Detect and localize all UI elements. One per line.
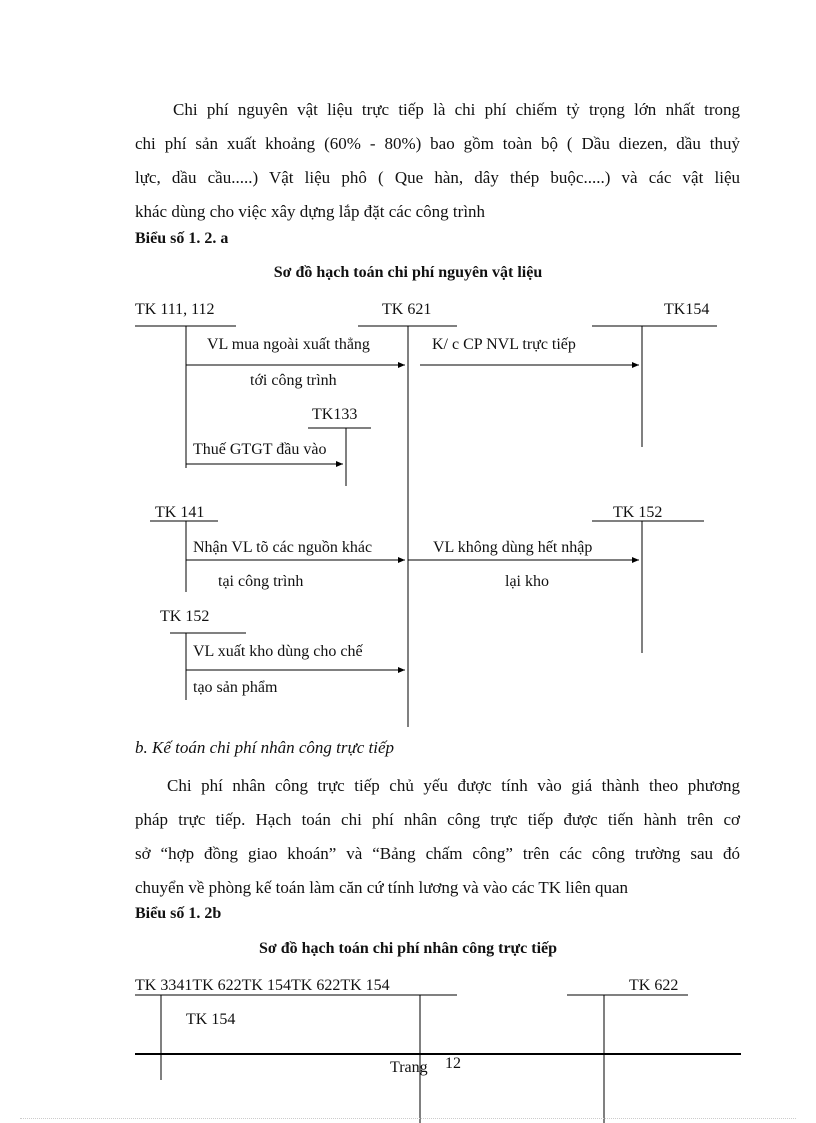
chart1-title: Sơ đồ hạch toán chi phí nguyên vật liệu <box>273 264 543 281</box>
footer-page-label: Trang <box>390 1059 428 1076</box>
entry-thue: Thuế GTGT đầu vào <box>193 441 327 458</box>
chart2-label: Biểu số 1. 2b <box>135 905 222 922</box>
chart2-sub-label: TK 154 <box>186 1011 236 1028</box>
chart2-header-right: TK 622 <box>629 977 679 994</box>
intro-line-4: khác dùng cho việc xây dựng lắp đặt các công trình <box>135 202 486 221</box>
section-b-line-2: pháp trực tiếp. Hạch toán chi phí nhân công trực tiếp được tiến hành trên cơ <box>135 810 740 829</box>
tk111-label: TK 111, 112 <box>135 301 215 318</box>
section-b-line-3: sở “hợp đồng giao khoán” và “Bảng chấm công” trên các công trường sau đó <box>135 844 740 863</box>
chart2-title: Sơ đồ hạch toán chi phí nhân công trực tiếp <box>258 940 558 957</box>
tk154-label: TK154 <box>664 301 710 318</box>
chart2-header-left: TK 3341TK 622TK 154TK 622TK 154 <box>135 977 390 994</box>
tk152-left-label: TK 152 <box>160 608 210 625</box>
tk621-label: TK 621 <box>382 301 432 318</box>
tk152-right-label: TK 152 <box>613 504 663 521</box>
section-b-heading: b. Kế toán chi phí nhân công trực tiếp <box>135 738 395 757</box>
section-b-line-4: chuyển về phòng kế toán làm căn cứ tính lương và vào các TK liên quan <box>135 878 629 897</box>
footer-rule <box>135 1053 741 1055</box>
entry-xuat-2: tạo sản phẩm <box>193 679 278 696</box>
intro-line-1: Chi phí nguyên vật liệu trực tiếp là chi phí chiếm tỷ trọng lớn nhất trong <box>173 100 740 119</box>
entry-xuat-1: VL xuất kho dùng cho chế <box>193 643 363 660</box>
section-b-line-1: Chi phí nhân công trực tiếp chủ yếu được tính vào giá thành theo phương <box>167 776 740 795</box>
chart1-label: Biểu số 1. 2. a <box>135 230 229 247</box>
page-bottom-dotted-rule <box>20 1118 796 1119</box>
entry-nhan-2: tại công trình <box>218 573 304 590</box>
intro-line-3: lực, dầu cầu.....) Vật liệu phô ( Que hàn, dây thép buộc.....) và các vật liệu <box>135 168 740 187</box>
tk133-label: TK133 <box>312 406 358 423</box>
entry-nhan-1: Nhận VL tõ các nguồn khác <box>193 539 373 556</box>
entry-vl-mua-1: VL mua ngoài xuất thẳng <box>207 336 370 353</box>
entry-vl-mua-2: tới công trình <box>250 372 337 389</box>
intro-line-2: chi phí sản xuất khoảng (60% - 80%) bao gồm toàn bộ ( Dầu diezen, dầu thuỷ <box>135 134 740 153</box>
entry-vl-khong-2: lại kho <box>505 573 549 590</box>
footer-page-number: 12 <box>445 1055 461 1072</box>
tk141-label: TK 141 <box>155 504 205 521</box>
entry-kc: K/ c CP NVL trực tiếp <box>432 336 576 353</box>
entry-vl-khong-1: VL không dùng hết nhập <box>433 539 593 556</box>
